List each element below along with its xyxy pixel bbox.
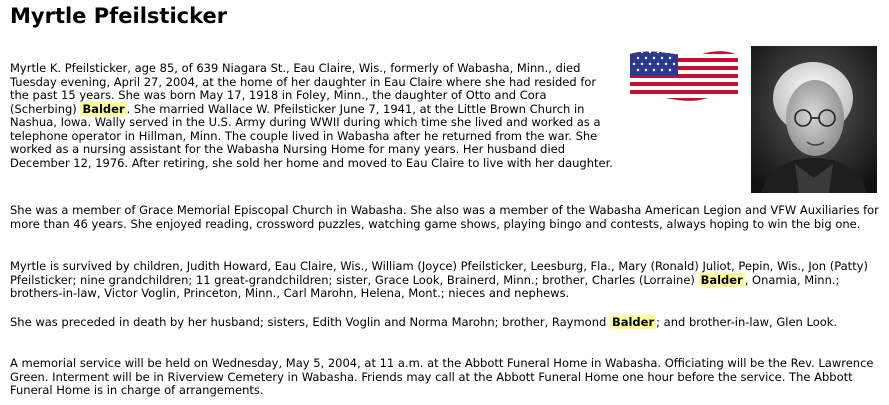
paragraph-service: A memorial service will be held on Wednesday, May 5, 2004, at 11 a.m. at the Abbott Funeral Home in Wabasha. Officiating will be the Rev. Lawrence Green. Interment will be in Riverview Cemetery in Wabasha. Friends may call at the Abbott Funeral Home one hour before the service. The Abbott Funeral Home is in charge of arrangements. bbox=[10, 356, 874, 397]
highlight-balder: Balder bbox=[700, 272, 743, 287]
highlight-balder: Balder bbox=[611, 315, 655, 329]
paragraph-survivors: Myrtle is survived by children, Judith Howard, Eau Claire, Wis., William (Joyce) Pfeilsticker, Leesburg, Fla., Mary (Ronald) Juliot, Pepin, Wis., Jon (Patty) Pfeilsticker; nine grandchildren; 11 great-grandchildren; sister, Grace Look, Brainerd, Minn.; brother, Charles (Lorraine) Balder , Onamia, Minn.; brothers-in-law, Victor Voglin, Princeton, Minn., Carl Marohn, Helena, Mont.; nieces and nephews. bbox=[10, 259, 868, 300]
page-title: Myrtle Pfeilsticker bbox=[10, 4, 228, 28]
paragraph-preceded: She was preceded in death by her husband; sisters, Edith Voglin and Norma Marohn; brother, Raymond Balder ; and brother-in-law, Glen Look. bbox=[10, 315, 838, 329]
highlight-balder: Balder bbox=[82, 101, 125, 116]
paragraph-biography: Myrtle K. Pfeilsticker, age 85, of 639 Niagara St., Eau Claire, Wis., formerly of Wabasha, Minn., died Tuesday evening, April 27, 2004, at the home of her daughter in Eau Claire where she had resided for the past 15 years. She was born May 17, 1918 in Foley, Minn., the daughter of Otto and Cora (Scherbing) Balder . She married Wallace W. Pfeilsticker June 7, 1941, at the Little Brown Church in Nashua, Iowa. Wally served in the U.S. Army during WWII during which time she lived and worked as a telephone operator in Hillman, Minn. The couple lived in Wabasha after he returned from the war. She worked as a nursing assistant for the Wabasha Nursing Home for many years. Her husband died December 12, 1976. After retiring, she sold her home and moved to Eau Claire to live with her daughter. bbox=[10, 61, 613, 170]
portrait-photo bbox=[751, 46, 877, 193]
american-flag-icon bbox=[626, 46, 740, 102]
paragraph-memberships: She was a member of Grace Memorial Episcopal Church in Wabasha. She also was a member of the Wabasha American Legion and VFW Auxiliaries for more than 46 years. She enjoyed reading, crossword puzzles, watching game shows, playing bingo and contests, always hoping to win the big one. bbox=[10, 203, 879, 231]
